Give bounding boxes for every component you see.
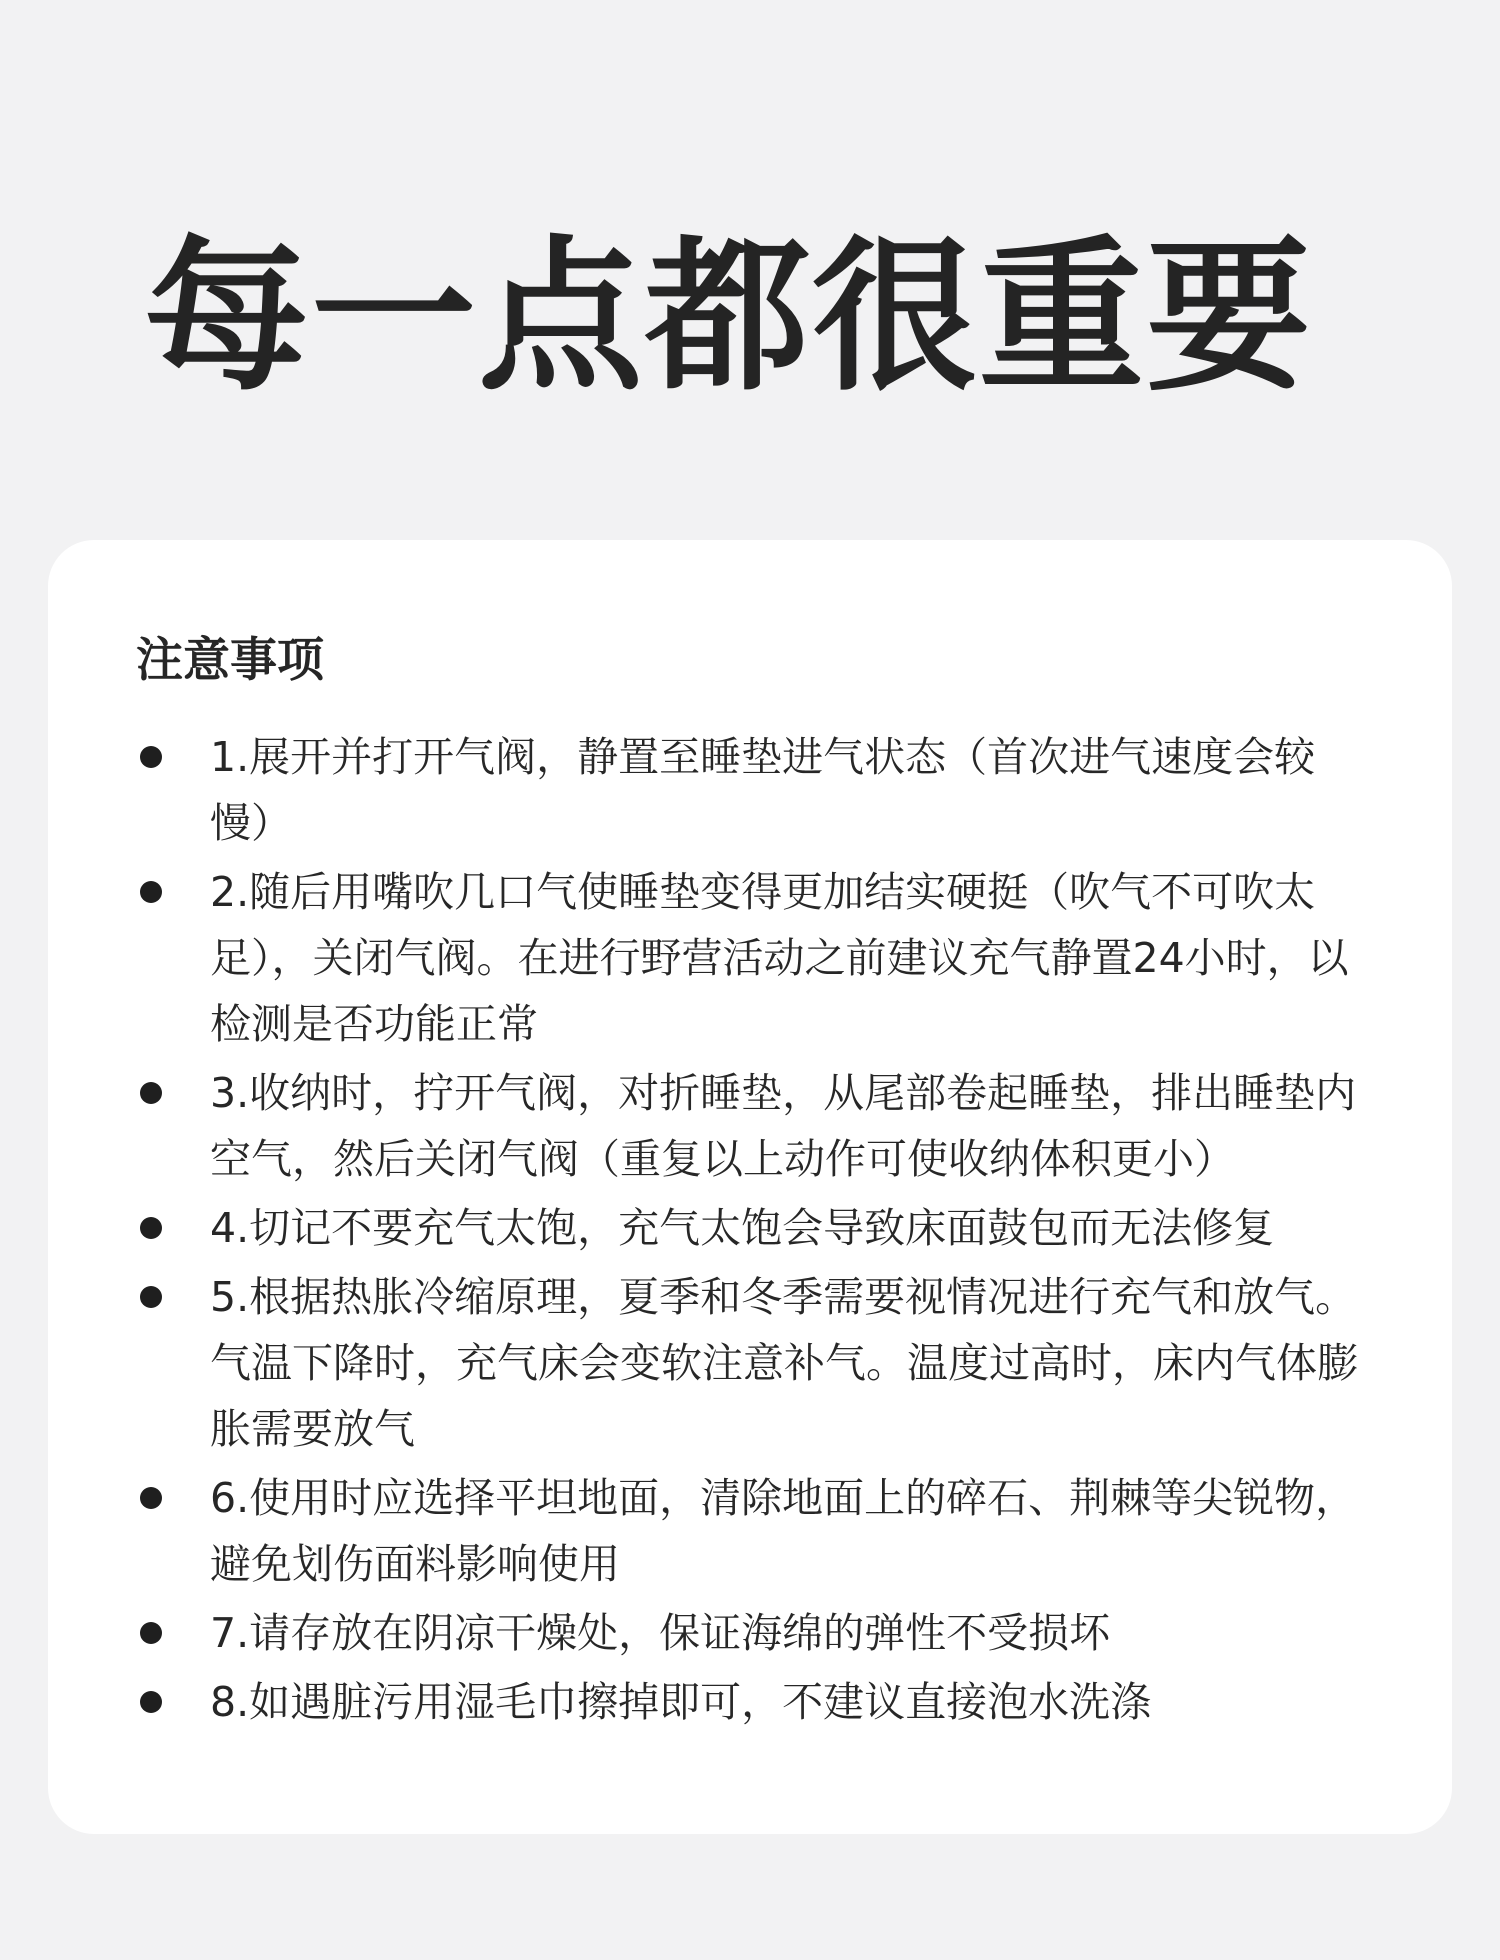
list-item-text: 4.切记不要充气太饱，充气太饱会导致床面鼓包而无法修复 <box>210 1204 1275 1252</box>
list-item <box>136 1465 1372 1597</box>
list-item <box>136 1669 1372 1735</box>
bullet-icon <box>140 1082 162 1104</box>
bullet-icon <box>140 1691 162 1713</box>
list-item-text: 5.根据热胀冷缩原理，夏季和冬季需要视情况进行充气和放气。气温下降时，充气床会变软注意补气。温度过高时，床内气体膨胀需要放气 <box>210 1273 1358 1453</box>
headline: 每一点都很重要 <box>144 221 1313 413</box>
list-item <box>136 1195 1372 1261</box>
notice-title: 注意事项 <box>136 633 324 688</box>
list-item-text: 1.展开并打开气阀，静置至睡垫进气状态（首次进气速度会较慢） <box>210 733 1316 847</box>
list-item-text: 8.如遇脏污用湿毛巾擦掉即可，不建议直接泡水洗涤 <box>210 1678 1152 1726</box>
list-item <box>136 859 1372 1057</box>
list-item-text: 3.收纳时，拧开气阀，对折睡垫，从尾部卷起睡垫，排出睡垫内空气，然后关闭气阀（重复以上动作可使收纳体积更小） <box>210 1069 1357 1183</box>
notice-list <box>136 724 1372 1738</box>
list-item <box>136 1264 1372 1462</box>
list-item-text: 7.请存放在阴凉干燥处，保证海绵的弹性不受损坏 <box>210 1609 1111 1657</box>
bullet-icon <box>140 1286 162 1308</box>
list-item <box>136 1600 1372 1666</box>
bullet-icon <box>140 1622 162 1644</box>
bullet-icon <box>140 1487 162 1509</box>
bullet-icon <box>140 746 162 768</box>
list-item-text: 2.随后用嘴吹几口气使睡垫变得更加结实硬挺（吹气不可吹太足），关闭气阀。在进行野营活动之前建议充气静置24小时，以检测是否功能正常 <box>210 868 1349 1048</box>
bullet-icon <box>140 881 162 903</box>
list-item <box>136 1060 1372 1192</box>
list-item-text: 6.使用时应选择平坦地面，清除地面上的碎石、荆棘等尖锐物，避免划伤面料影响使用 <box>210 1474 1357 1588</box>
list-item <box>136 724 1372 856</box>
bullet-icon <box>140 1217 162 1239</box>
